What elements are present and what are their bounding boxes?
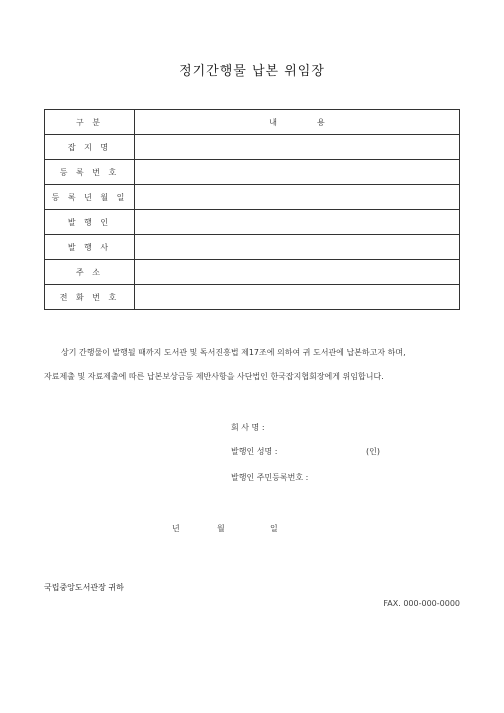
delegation-form-table bbox=[44, 109, 460, 310]
header-content-cell: 내 용 bbox=[135, 110, 460, 135]
row-value-address[interactable] bbox=[135, 260, 460, 285]
row-value-publishing-company[interactable] bbox=[135, 235, 460, 260]
addressee-line: 국립중앙도서관장 귀하 bbox=[44, 583, 124, 592]
row-value-magazine-name[interactable] bbox=[135, 135, 460, 160]
date-year-label: 년 bbox=[172, 524, 180, 533]
row-label-publisher: 발 행 인 bbox=[45, 210, 135, 235]
company-name-label: 회 사 명 : bbox=[231, 423, 265, 432]
table-row bbox=[45, 260, 460, 285]
row-label-phone-number: 전 화 번 호 bbox=[45, 285, 135, 310]
row-label-address: 주 소 bbox=[45, 260, 135, 285]
row-label-registration-number: 등 록 번 호 bbox=[45, 160, 135, 185]
row-label-magazine-name: 잡 지 명 bbox=[45, 135, 135, 160]
seal-mark: (인) bbox=[366, 447, 380, 456]
document-title: 정기간행물 납본 위임장 bbox=[179, 64, 325, 79]
body-text-line-1: 상기 간행물이 발행될 때까지 도서관 및 독서진흥법 제17조에 의하여 귀 도서관에 납본하고자 하며, bbox=[61, 348, 406, 357]
header-category-cell: 구 분 bbox=[45, 110, 135, 135]
publisher-id-label: 발행인 주민등록번호 : bbox=[231, 473, 309, 482]
date-month-label: 월 bbox=[217, 524, 225, 533]
row-label-registration-date: 등 록 년 월 일 bbox=[45, 185, 135, 210]
date-day-label: 일 bbox=[270, 524, 278, 533]
table-row bbox=[45, 185, 460, 210]
table-row bbox=[45, 135, 460, 160]
table-row bbox=[45, 285, 460, 310]
row-value-publisher[interactable] bbox=[135, 210, 460, 235]
table-row bbox=[45, 160, 460, 185]
publisher-name-label: 발행인 성명 : bbox=[231, 447, 278, 456]
row-label-publishing-company: 발 행 사 bbox=[45, 235, 135, 260]
table-row bbox=[45, 235, 460, 260]
table-header-row bbox=[45, 110, 460, 135]
row-value-phone-number[interactable] bbox=[135, 285, 460, 310]
body-text-line-2: 자료제출 및 자료제출에 따른 납본보상금등 제반사항을 사단법인 한국잡지협회장에게 위임합니다. bbox=[44, 372, 384, 381]
fax-number: FAX. 000-000-0000 bbox=[383, 599, 460, 608]
row-value-registration-date[interactable] bbox=[135, 185, 460, 210]
table-row bbox=[45, 210, 460, 235]
row-value-registration-number[interactable] bbox=[135, 160, 460, 185]
